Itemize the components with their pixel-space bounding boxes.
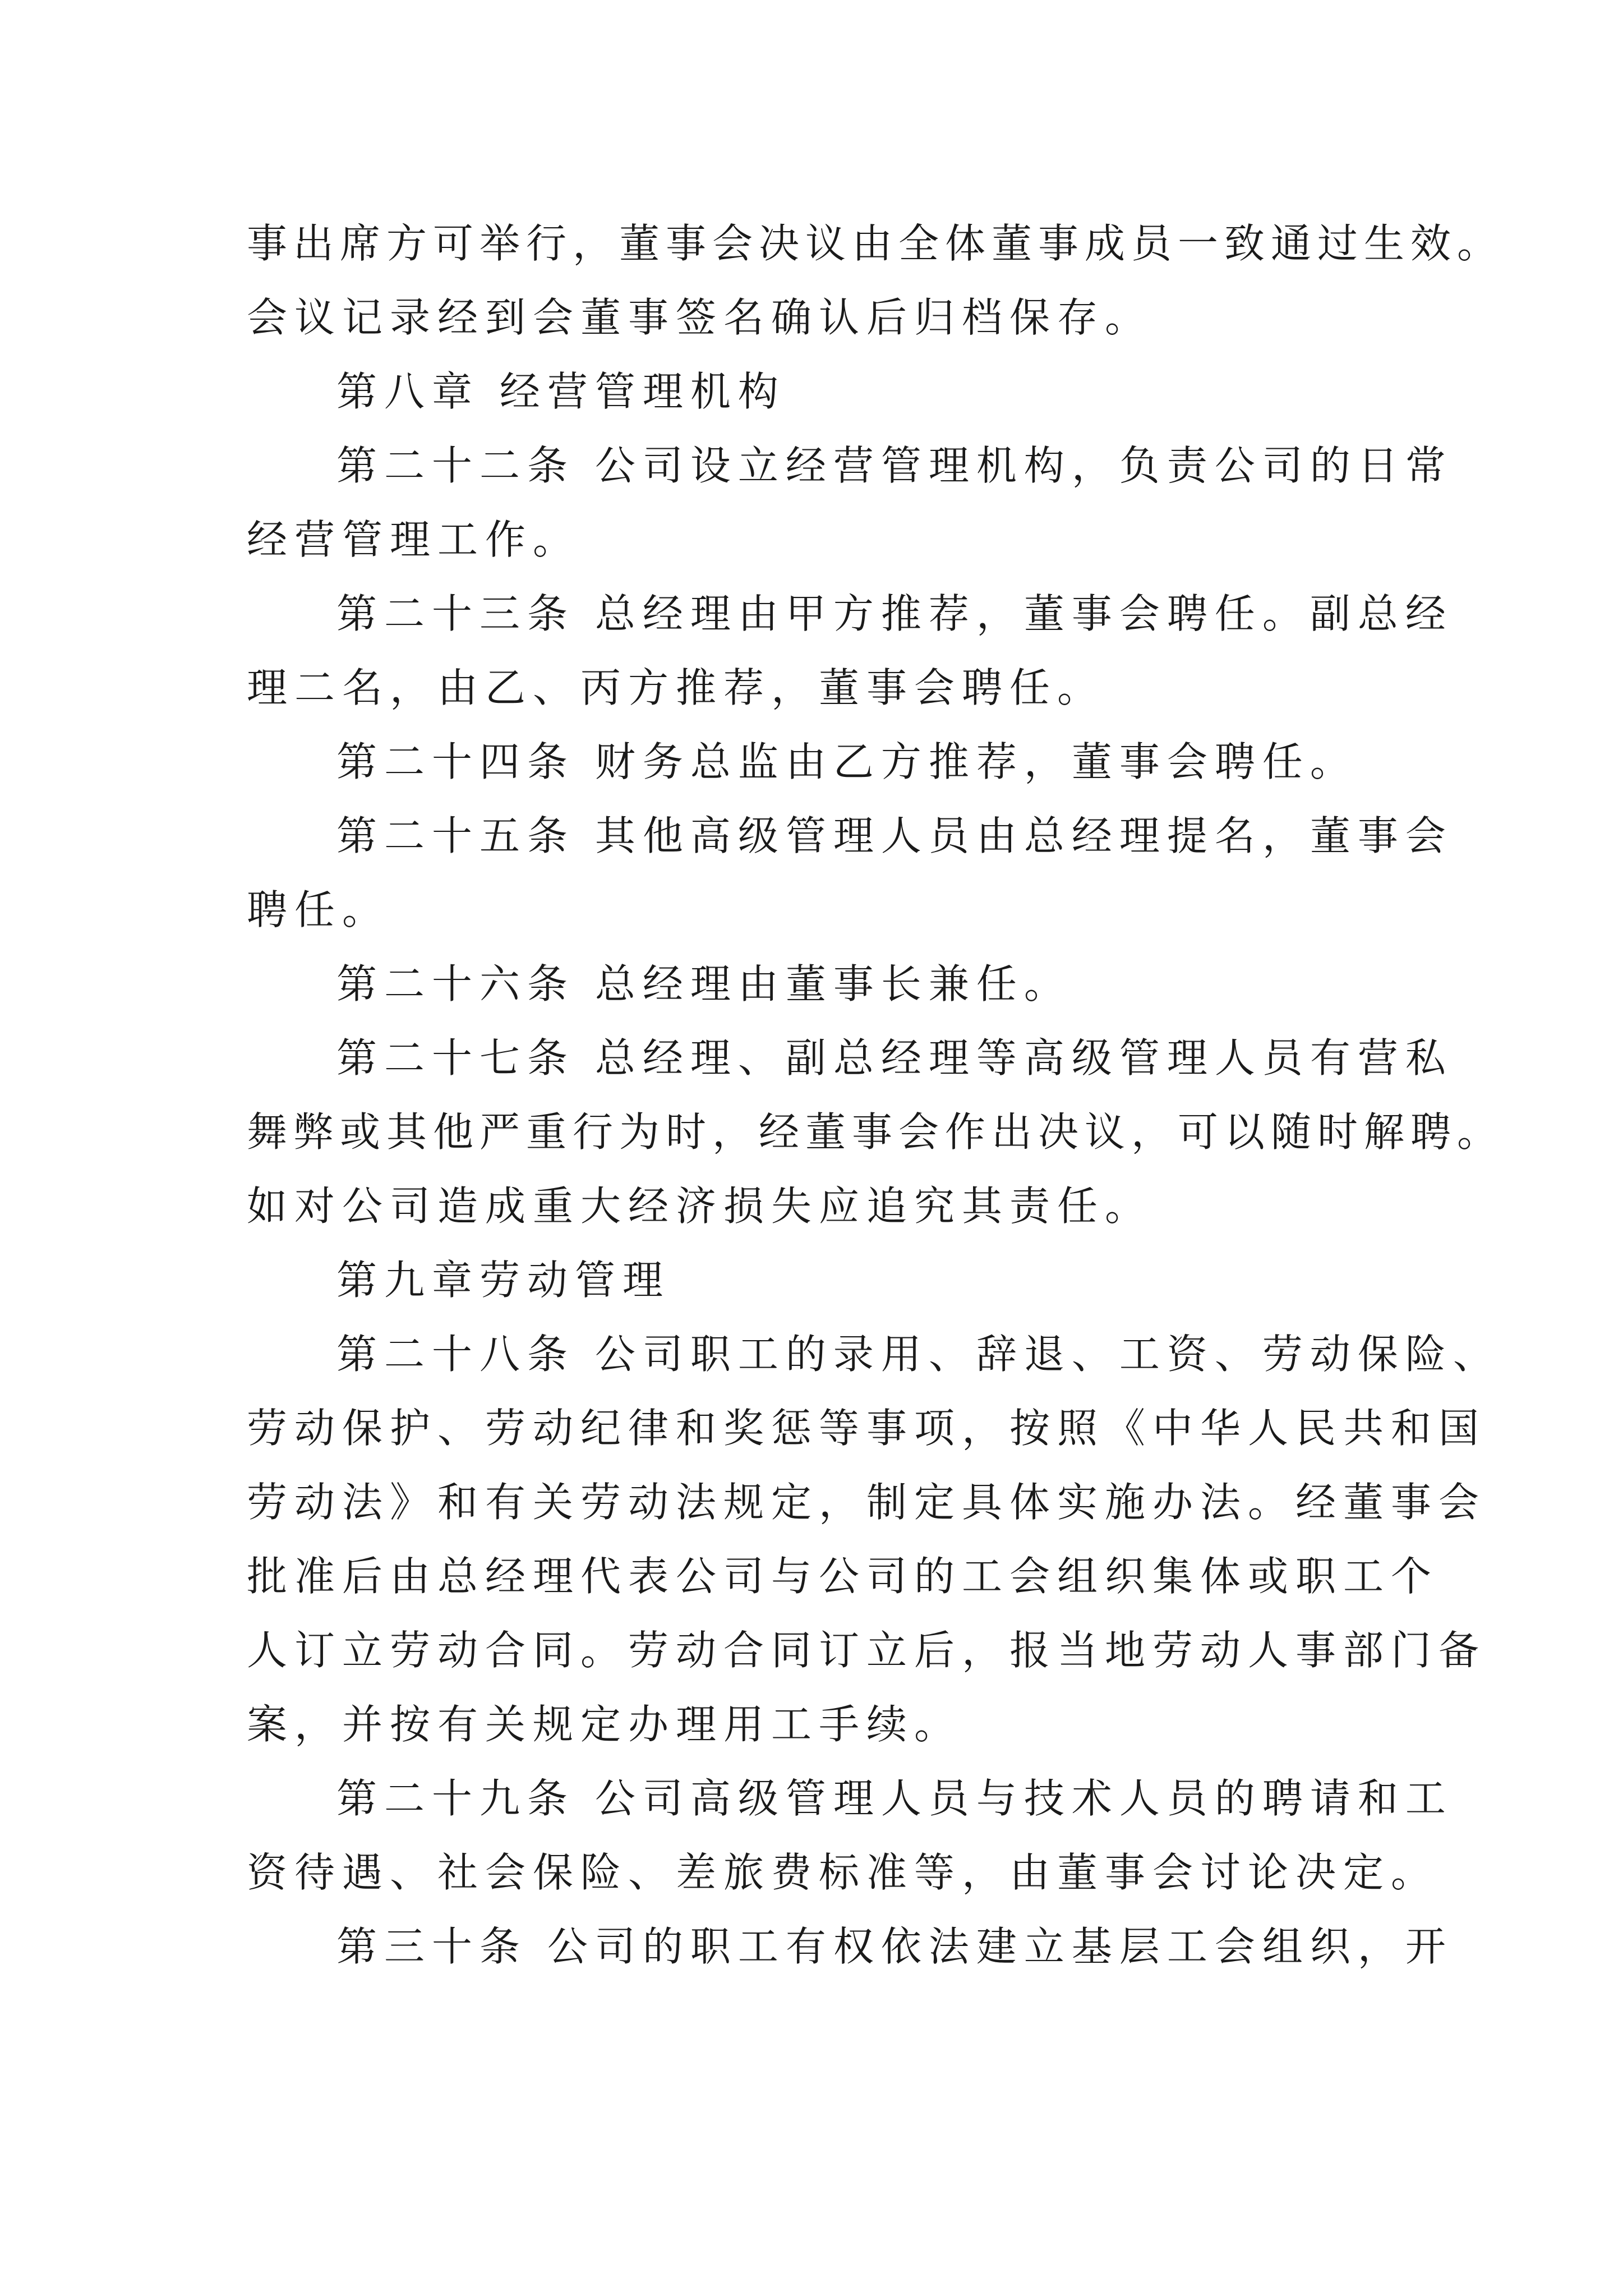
article-paragraph: 第三十条 公司的职工有权依法建立基层工会组织，开 xyxy=(336,1923,1453,1970)
article-paragraph: 第二十二条 公司设立经营管理机构，负责公司的日常 xyxy=(336,442,1453,489)
article-paragraph: 第二十六条 总经理由董事长兼任。 xyxy=(336,960,1072,1007)
text-line: 如对公司造成重大经济损失应追究其责任。 xyxy=(247,1182,1153,1230)
article-paragraph: 第二十三条 总经理由甲方推荐，董事会聘任。副总经 xyxy=(336,590,1453,637)
article-paragraph: 第二十八条 公司职工的录用、辞退、工资、劳动保险、 xyxy=(336,1331,1501,1378)
text-line: 会议记录经到会董事签名确认后归档保存。 xyxy=(247,294,1153,341)
text-line: 资待遇、社会保险、差旅费标准等，由董事会讨论决定。 xyxy=(247,1849,1439,1896)
article-paragraph: 第二十五条 其他高级管理人员由总经理提名，董事会 xyxy=(336,812,1453,859)
article-paragraph: 第二十四条 财务总监由乙方推荐，董事会聘任。 xyxy=(336,738,1358,785)
article-paragraph: 第二十七条 总经理、副总经理等高级管理人员有营私 xyxy=(336,1034,1453,1082)
text-line: 案，并按有关规定办理用工手续。 xyxy=(247,1701,962,1748)
text-line: 理二名，由乙、丙方推荐，董事会聘任。 xyxy=(247,664,1105,711)
text-line: 聘任。 xyxy=(247,886,390,933)
text-line: 经营管理工作。 xyxy=(247,516,581,563)
text-line: 劳动法》和有关劳动法规定，制定具体实施办法。经董事会 xyxy=(247,1479,1487,1526)
text-line: 事出席方可举行，董事会决议由全体董事成员一致通过生效。 xyxy=(247,220,1504,267)
chapter-heading: 第八章 经营管理机构 xyxy=(336,368,786,415)
chapter-heading: 第九章劳动管理 xyxy=(336,1257,671,1304)
text-line: 舞弊或其他严重行为时，经董事会作出决议，可以随时解聘。 xyxy=(247,1108,1504,1156)
text-line: 人订立劳动合同。劳动合同订立后，报当地劳动人事部门备 xyxy=(247,1627,1487,1674)
text-line: 批准后由总经理代表公司与公司的工会组织集体或职工个 xyxy=(247,1553,1439,1600)
article-paragraph: 第二十九条 公司高级管理人员与技术人员的聘请和工 xyxy=(336,1775,1453,1822)
text-line: 劳动保护、劳动纪律和奖惩等事项，按照《中华人民共和国 xyxy=(247,1405,1487,1452)
